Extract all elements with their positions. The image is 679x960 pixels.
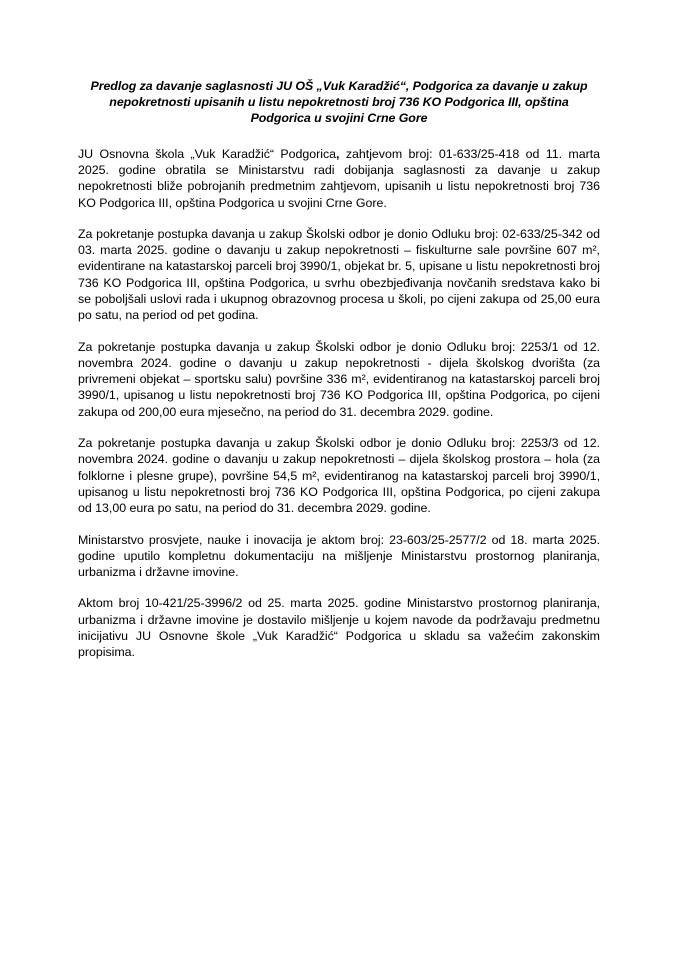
paragraph-decision-1: Za pokretanje postupka davanja u zakup Školski odbor je donio Odluku broj: 02-633/25-342 od 03. marta 2025. godine o davanju u zakup nepokretnosti – fiskulturne sale površine 607 m², evidentirane na katastarskoj parceli broj 3990/1, objekat br. 5, upisane u listu nepokretnosti broj 736 KO Podgorica III, opština Podgorica, u svrhu obezbjeđivanja novčanih sredstava kako bi se poboljšali uslovi rada i ukupnog obrazovnog procesa u školi, po cijeni zakupa od 25,00 eura po satu, na period od pet godina. [78,226,600,323]
page-title: Predlog za davanje saglasnosti JU OŠ „Vuk Karadžić“, Podgorica za davanje u zakup nepokretnosti upisanih u listu nepokretnosti broj 736 KO Podgorica III, opština Podgorica u svojini Crne Gore [90,79,588,126]
paragraph-decision-3: Za pokretanje postupka davanja u zakup Školski odbor je donio Odluku broj: 2253/3 od 12. novembra 2024. godine o davanju u zakup nepokretnosti – dijela školskog prostora – hola (za folklorne i plesne grupe), površine 54,5 m², evidentiranog na katastarskoj parceli broj 3990/1, upisanog u listu nepokretnosti broj 736 KO Podgorica III, opština Podgorica, po cijeni zakupa od 13,00 eura po satu, na period do 31. decembra 2029. godine. [78,436,600,516]
paragraph-decision-2: Za pokretanje postupka davanja u zakup Školski odbor je donio Odluku broj: 2253/1 od 12. novembra 2024. godine o davanju u zakup nepokretnosti - dijela školskog dvorišta (za privremeni objekat – sportsku salu) površine 336 m², evidentiranog na katastarskoj parceli broj 3990/1, upisanog u listu nepokretnosti broj 736 KO Podgorica III, opština Podgorica, po cijeni zakupa od 200,00 eura mjesečno, na period do 31. decembra 2029. godine. [78,339,600,419]
paragraph-ministry-opinion: Aktom broj 10-421/25-3996/2 od 25. marta 2025. godine Ministarstvo prostornog planiranja, urbanizma i državne imovine je dostavilo mišljenje u kojem navode da podržavaju predmetnu inicijativu JU Osnovne škole „Vuk Karadžić“ Podgorica u skladu sa važećim zakonskim propisima. [78,596,600,660]
paragraph-ministry-forward: Ministarstvo prosvjete, nauke i inovacija je aktom broj: 23-603/25-2577/2 od 18. marta 2025. godine uputilo kompletnu dokumentaciju na mišljenje Ministarstvu prostornog planiranja, urbanizma i državne imovine. [78,532,600,580]
paragraph-request-lead: JU Osnovna škola „Vuk Karadžić“ Podgorica [78,146,337,161]
paragraph-request [78,146,600,211]
paragraph-request-rest: zahtjevom broj: 01-633/25-418 od 11. marta 2025. godine obratila se Ministarstvu radi dobijanja saglasnosti za davanje u zakup nepokretnosti bliže pobrojanih predmetnim zahtjevom, upisanih u listu nepokretnosti broj 736 KO Podgorica III, opština Podgorica u svojini Crne Gore. [78,146,600,210]
paragraph-request-emphasis: , [336,146,340,161]
